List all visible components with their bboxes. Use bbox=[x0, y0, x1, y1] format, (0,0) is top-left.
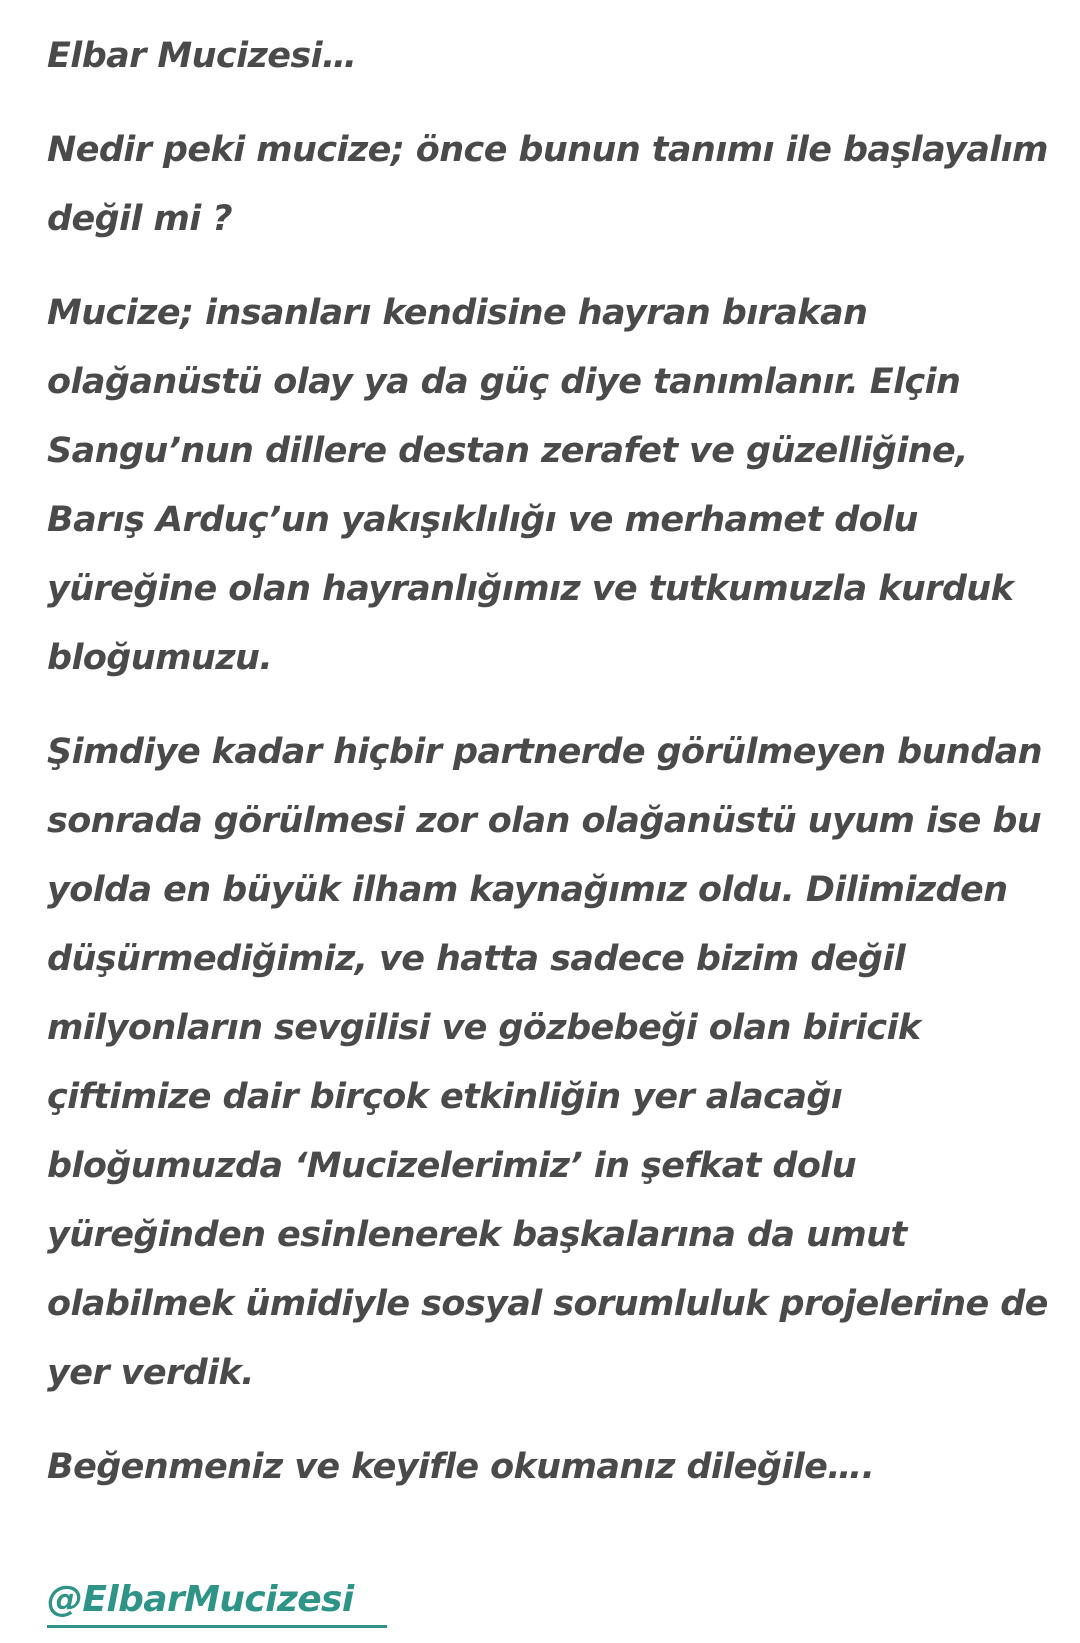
social-handle-link[interactable]: @ElbarMucizesi bbox=[47, 1579, 354, 1620]
article-body bbox=[47, 22, 1057, 1527]
paragraph-closing: Beğenmeniz ve keyifle okumanız dileğile…. bbox=[47, 1447, 875, 1487]
paragraph-intro-question: Nedir peki mucize; önce bunun tanımı ile başlayalım değil mi ? bbox=[47, 130, 1048, 239]
handle-underline bbox=[47, 1625, 387, 1628]
article-title: Elbar Mucizesi… bbox=[47, 36, 357, 76]
paragraph-inspiration: Şimdiye kadar hiçbir partnerde görülmeyen bundan sonrada görülmesi zor olan olağanüstü uyum ise bu yolda en büyük ilham kaynağımız oldu. Dilimizden düşürmediğimiz, ve hatta sadece bizim değil milyonların sevgilisi ve gözbebeği olan biricik çiftimize dair birçok etkinliğin yer alacağı bloğumuzda ‘Mucizelerimiz’ in şefkat dolu yüreğinden esinlenerek başkalarına da umut olabilmek ümidiyle sosyal sorumluluk projelerine de yer verdik. bbox=[47, 732, 1048, 1393]
paragraph-definition: Mucize; insanları kendisine hayran bırakan olağanüstü olay ya da güç diye tanımlanır. Elçin Sangu’nun dillere destan zerafet ve güzelliğine, Barış Arduç’un yakışıklılığı ve merhamet dolu yüreğine olan hayranlığımız ve tutkumuzla kurduk bloğumuzu. bbox=[47, 293, 1014, 678]
